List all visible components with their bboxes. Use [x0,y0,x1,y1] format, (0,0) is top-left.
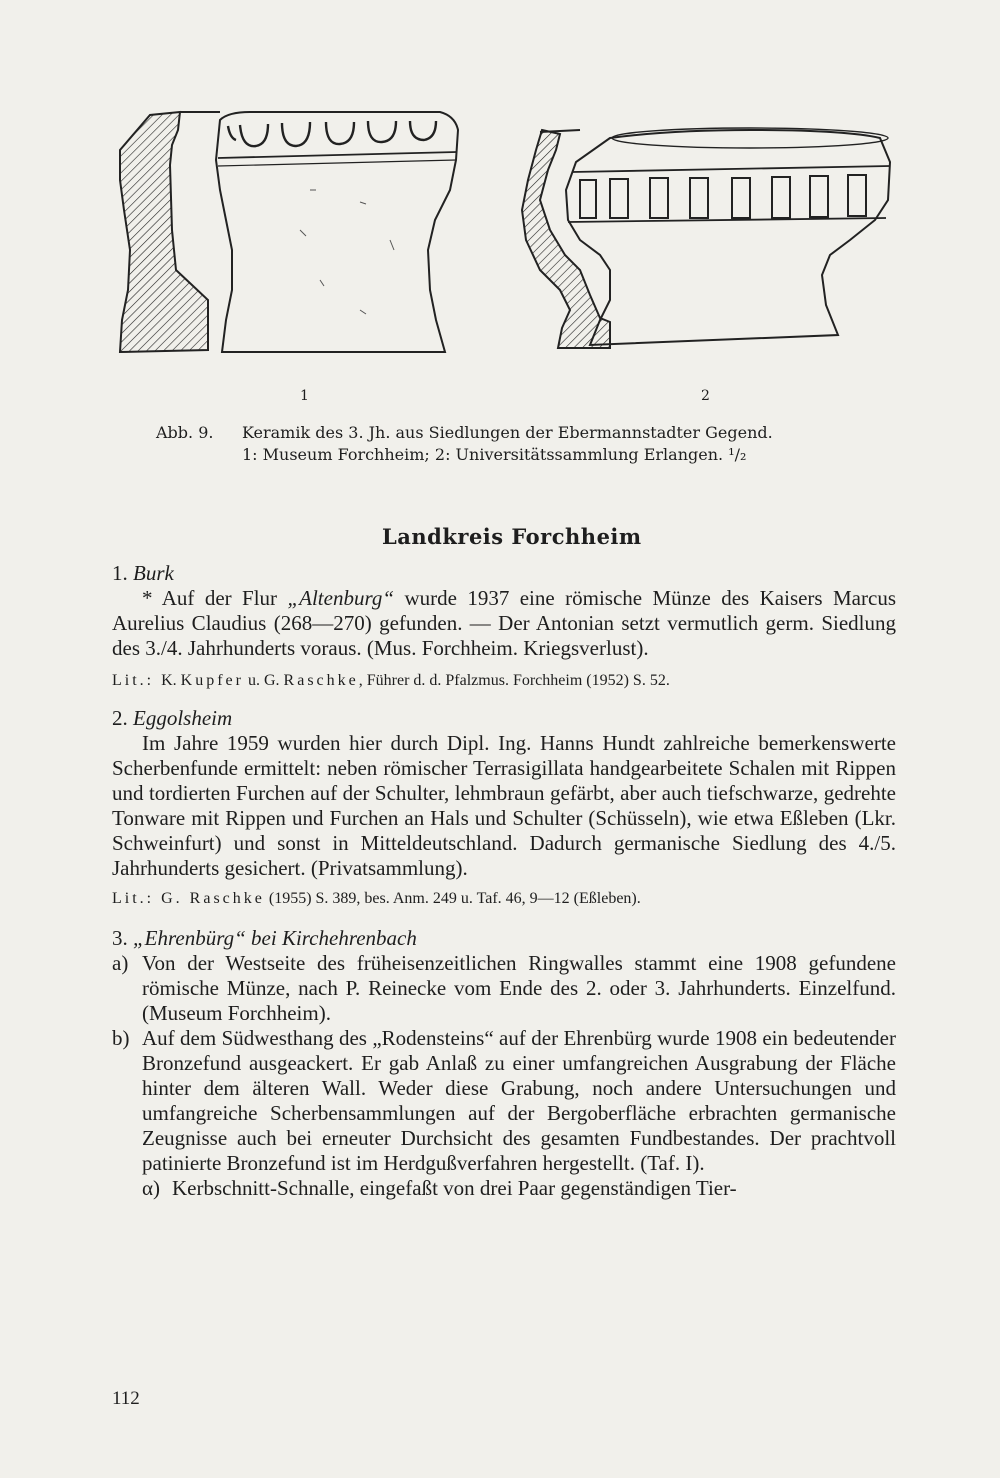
main-text [112,560,896,1201]
vessel-1-ornament [228,121,436,146]
s1-text-b: „Altenburg“ [287,586,395,610]
item-a-text: Von der Westseite des früheisenzeitlichen Ringwalles stammt eine 1908 gefundene römische Münze, nach P. Reinecke vom Ende des 2. oder 3. Jahrhunderts. Einzelfund. (Museum Forchheim). [142,951,896,1025]
section-2-title [112,705,896,731]
section-1-literature [112,671,896,691]
vessel-2-body [566,130,890,345]
section-3-number: 3. [112,926,128,950]
section-2-place: Eggolsheim [133,706,233,730]
lit-conj: u. G. [243,672,284,689]
s1-text-c: wurde 1937 eine römische Münze des Kaisers Marcus Aurelius Claudius (268—270) gefunden. — Der Antonian setzt vermutlich germ. Siedlung des 3./4. Jahrhunderts voraus. (Mus. Forchheim. Kriegsverlust). [112,586,896,660]
figure-label-1: 1 [300,388,309,404]
figure-abb-9 [110,90,900,420]
caption-line-1 [156,422,876,444]
vessel-1-sketch-marks [300,190,394,314]
lit2-label: Lit.: G. [112,890,190,907]
ceramic-drawings [110,90,900,420]
section-1-title [112,560,896,586]
figure-caption [156,422,876,466]
lit2-rest: (1955) S. 389, bes. Anm. 249 u. Taf. 46, 9—12 (Eßleben). [264,890,641,907]
page-number: 112 [112,1388,140,1409]
section-3-title [112,925,896,951]
item-alpha-text: Kerbschnitt-Schnalle, eingefaßt von drei Paar gegenständigen Tier- [172,1176,737,1200]
vessel-1-profile [120,112,208,352]
figure-label-2: 2 [701,388,710,404]
section-2-literature [112,889,896,909]
section-1-number: 1. [112,561,128,585]
item-b-marker: b) [112,1026,130,1050]
section-3-place: „Ehrenbürg“ bei Kirchehrenbach [133,926,417,950]
lit2-author: Raschke [189,890,265,907]
caption-text-1: Keramik des 3. Jh. aus Siedlungen der Ebermannstadter Gegend. [242,423,773,442]
vessel-2-profile [522,130,610,348]
s1-text-a: * Auf der Flur [142,586,288,610]
item-b-text: Auf dem Südwesthang des „Rodensteins“ auf der Ehrenbürg wurde 1908 ein bedeutender Bronzefund ausgeackert. Er gab Anlaß zu einer umfangreichen Ausgrabung der Fläche hinter dem älteren Wall. Weder diese Grabung, noch andere Untersuchungen und umfangreiche Scherbensammlungen auf der Bergoberfläche erbrachten germanische Zeugnisse auch bei erneuter Durchsicht des gesamten Fundbestandes. Der prachtvoll patinierte Bronzefund ist im Herdgußverfahren hergestellt. (Taf. I). [142,1026,896,1175]
caption-scale: ¹/₂ [728,445,747,464]
lit-author-1: Kupfer [180,672,244,689]
section-3-item-b [112,1026,896,1176]
lit-label: Lit.: [112,672,162,689]
lit-author-2: Raschke [283,672,359,689]
section-3-item-a [112,951,896,1026]
lit-rest: , Führer d. d. Pfalzmus. Forchheim (1952) S. 52. [358,672,670,689]
section-2-number: 2. [112,706,128,730]
vessel-2-ribs [580,175,866,218]
item-a-marker: a) [112,951,129,975]
caption-line-2 [156,444,876,466]
caption-text-2: 1: Museum Forchheim; 2: Universitätssammlung Erlangen. [242,445,724,464]
section-heading: Landkreis Forchheim [382,524,642,549]
section-2-paragraph: Im Jahre 1959 wurden hier durch Dipl. Ing. Hanns Hundt zahlreiche bemerkenswerte Scherbenfunde ermittelt: neben römischer Terrasigillata handgearbeitete Schalen mit Rippen und tordierten Furchen auf der Schulter, lehmbraun gefärbt, aber auch tiefschwarze, gedrehte Tonware mit Rippen und Furchen an Hals und Schulter (Schüsseln), wie etwa Eßleben (Lkr. Schweinfurt) und sonst in Mitteldeutschland. Dadurch germanische Siedlung des 4./5. Jahrhunderts gesichert. (Privatsammlung). [112,731,896,880]
section-1-paragraph [112,586,896,661]
section-1-place: Burk [133,561,174,585]
vessel-1-body [216,112,458,352]
item-alpha-marker: α) [142,1176,160,1200]
section-3-item-alpha [142,1176,896,1201]
lit-initial: K. [161,672,177,689]
caption-label: Abb. 9. [156,423,214,442]
